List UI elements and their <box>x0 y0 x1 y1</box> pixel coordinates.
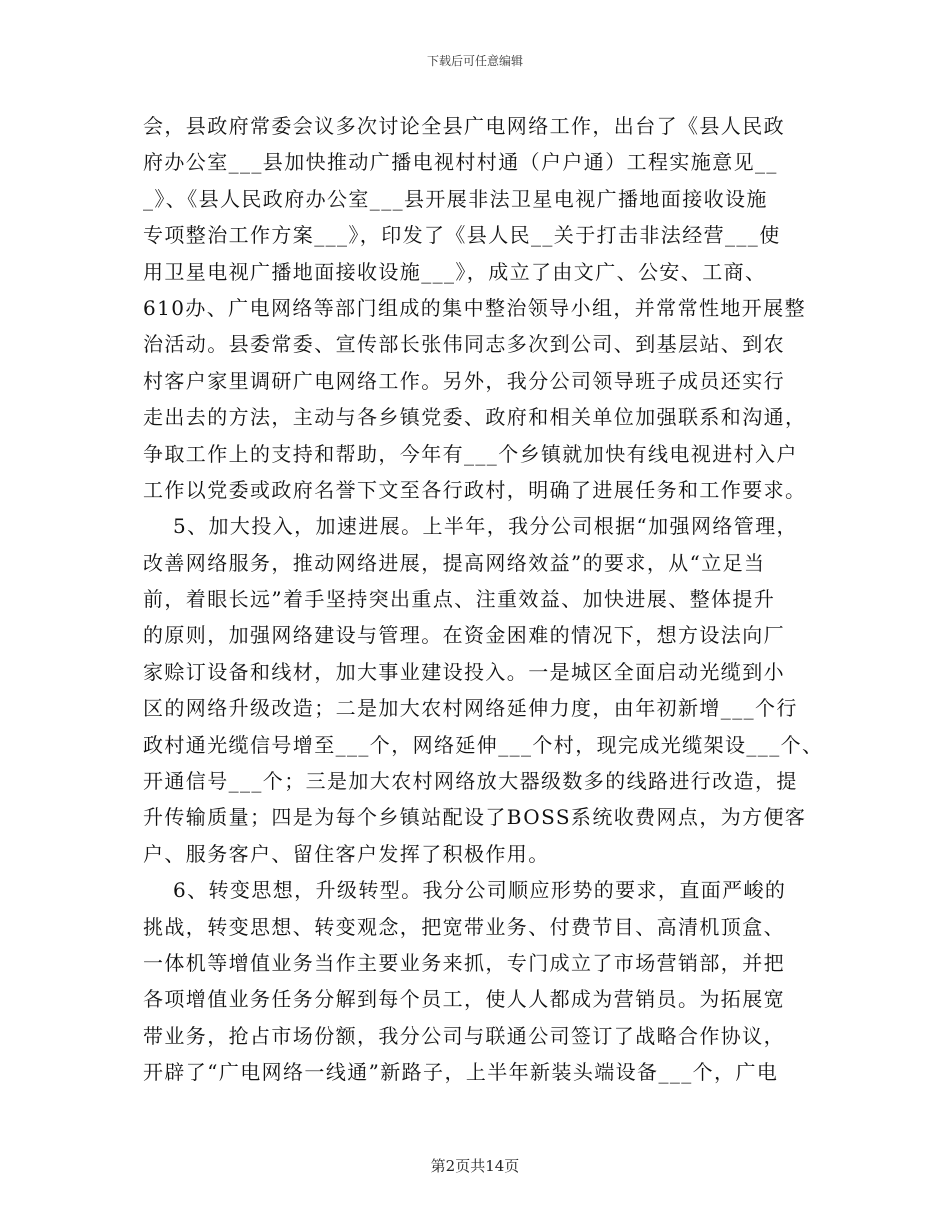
text-line-9: 走出去的方法，主动与各乡镇党委、政府和相关单位加强联系和沟通， <box>143 405 807 430</box>
text-line-8: 村客户家里调研广电网络工作。另外，我分公司领导班子成员还实行 <box>143 368 785 393</box>
text-line-20: 升传输质量；四是为每个乡镇站配设了BOSS系统收费网点，为方便客 <box>143 805 807 830</box>
text-line-5: 用卫星电视广播地面接收设施___》，成立了由文广、公安、工商、 <box>143 259 767 284</box>
text-line-11: 工作以党委或政府名誉下文至各行政村，明确了进展任务和工作要求。 <box>143 477 807 502</box>
text-line-1: 会，县政府常委会议多次讨论全县广电网络工作，出台了《县人民政 <box>143 114 785 138</box>
text-line-26: 带业务，抢占市场份额，我分公司与联通公司签订了战略合作协议， <box>143 1023 785 1048</box>
page-number-footer: 第2页共14页 <box>430 1157 520 1175</box>
text-line-7: 治活动。县委常委、宣传部长张伟同志多次到公司、到基层站、到农 <box>143 332 785 357</box>
paragraph-5-start: 5、加大投入，加速进展。上半年，我分公司根据“加强网络管理， <box>173 514 798 539</box>
text-line-13: 改善网络服务，推动网络进展，提高网络效益”的要求，从“立足当 <box>143 550 766 575</box>
text-line-15: 的原则，加强网络建设与管理。在资金困难的情况下，想方设法向厂 <box>143 623 785 648</box>
text-line-6: 610办、广电网络等部门组成的集中整治领导小组，并常常性地开展整 <box>143 295 806 320</box>
paragraph-6-start: 6、转变思想，升级转型。我分公司顺应形势的要求，直面严峻的 <box>173 878 787 903</box>
text-line-23: 挑战，转变思想、转变观念，把宽带业务、付费节目、高清机顶盒、 <box>143 914 785 939</box>
text-line-17: 区的网络升级改造；二是加大农村网络延伸力度，由年初新增___个行 <box>143 696 798 721</box>
text-line-24: 一体机等增值业务当作主要业务来抓，专门成立了市场营销部，并把 <box>143 950 785 975</box>
text-line-18: 政村通光缆信号增至___个，网络延伸___个村，现完成光缆架设___个、 <box>143 732 824 757</box>
text-line-21: 户、服务客户、留住客户发挥了积极作用。 <box>143 841 550 866</box>
text-line-14: 前，着眼长远”着手坚持突出重点、注重效益、加快进展、整体提升 <box>143 587 776 612</box>
body-text <box>143 108 833 1091</box>
text-line-3: _》、《县人民政府办公室___县开展非法卫星电视广播地面接收设施 <box>143 186 768 211</box>
text-line-25: 各项增值业务任务分解到每个员工，使人人都成为营销员。为拓展宽 <box>143 987 785 1012</box>
text-line-2: 府办公室___县加快推动广播电视村村通（户户通）工程实施意见__ <box>143 150 778 175</box>
page-header-note: 下载后可任意编辑 <box>426 54 523 68</box>
text-line-10: 争取工作上的支持和帮助，今年有___个乡镇就加快有线电视进村入户 <box>143 441 798 466</box>
text-line-19: 开通信号___个；三是加大农村网络放大器级数多的线路进行改造，提 <box>143 769 798 794</box>
text-line-27: 开辟了“广电网络一线通”新路子，上半年新装头端设备___个，广电 <box>143 1060 779 1085</box>
text-line-16: 家赊订设备和线材，加大事业建设投入。一是城区全面启动光缆到小 <box>143 659 785 684</box>
text-line-4: 专项整治工作方案___》，印发了《县人民__关于打击非法经营___使 <box>143 223 781 248</box>
